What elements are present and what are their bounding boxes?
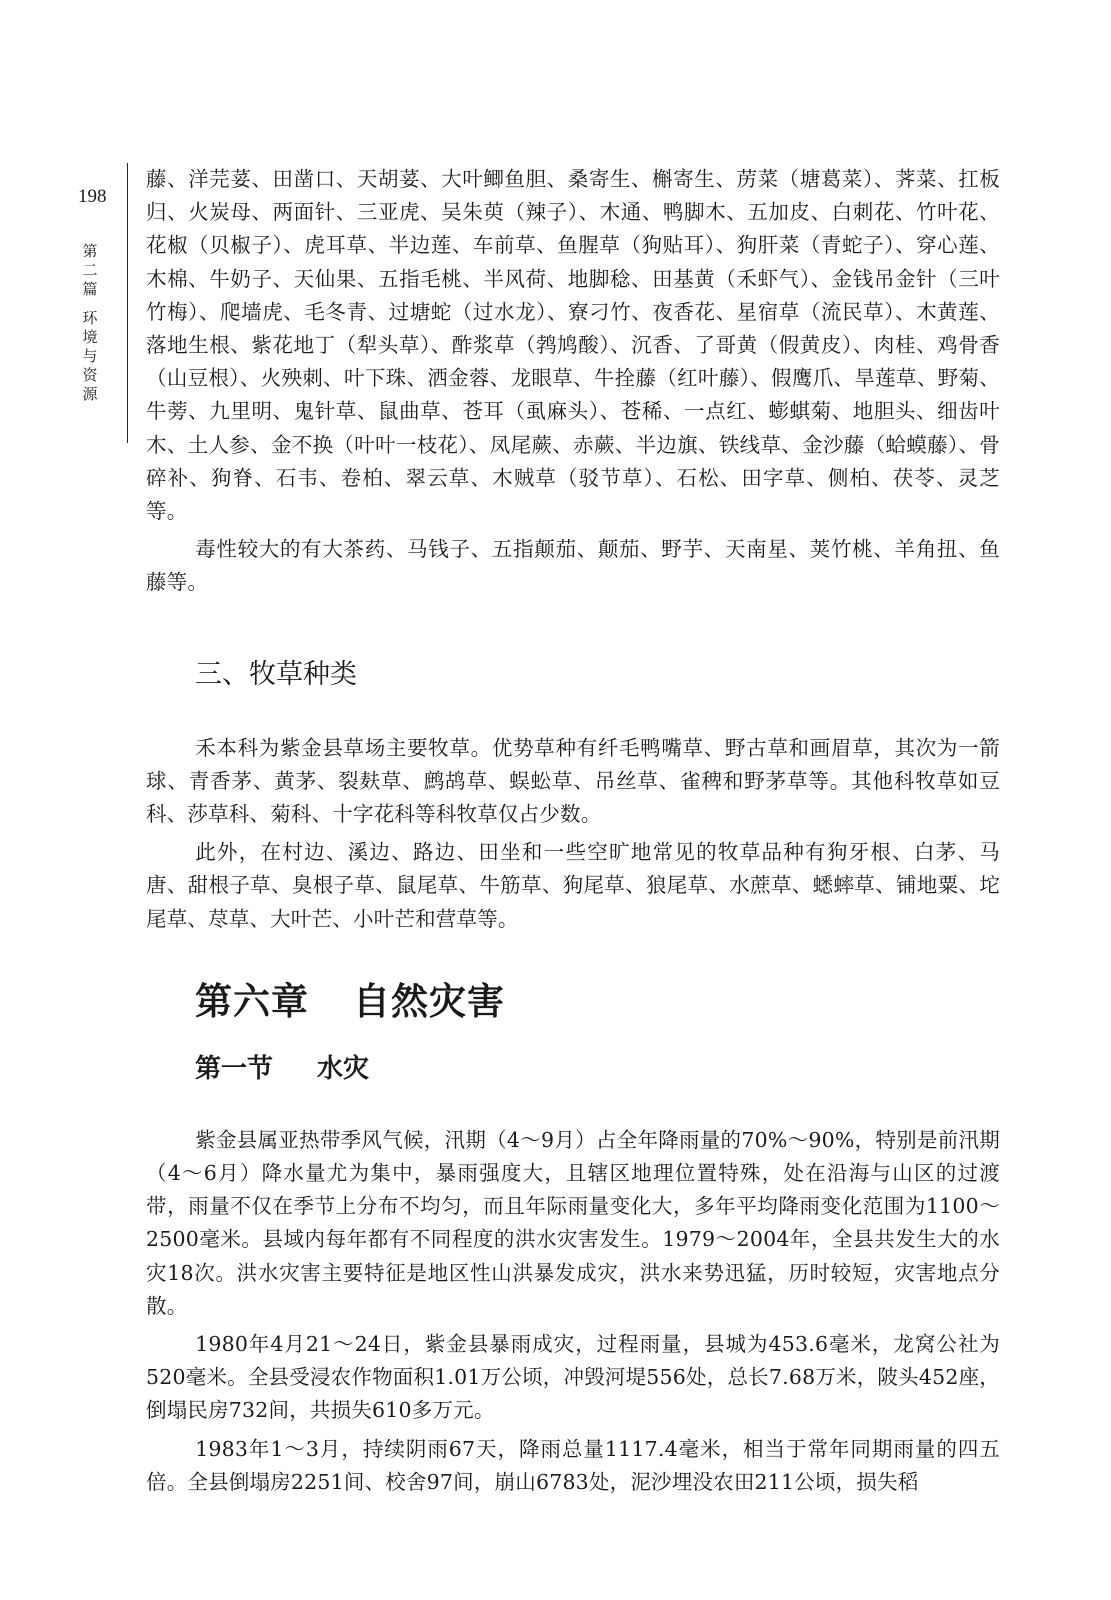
part-char: 二	[82, 261, 98, 279]
page-body	[146, 163, 1000, 1499]
part-title-char: 境	[82, 328, 98, 346]
chapter-heading	[146, 980, 1000, 1024]
chapter-number: 第六章	[195, 979, 309, 1023]
section-number: 第一节	[195, 1053, 274, 1084]
paragraph-herb-list: 藤、洋芫荽、田凿口、天胡荽、大叶鲫鱼胆、桑寄生、槲寄生、苈菜（塘葛菜）、荠菜、扛板归、火炭母、两面针、三亚虎、吴朱萸（辣子）、木通、鸭脚木、五加皮、白刺花、竹叶花、花椒（贝椒子）、虎耳草、半边莲、车前草、鱼腥草（狗贴耳）、狗肝菜（青蛇子）、穿心莲、木棉、牛奶子、天仙果、五指毛桃、半风荷、地脚稔、田基黄（禾虾气）、金钱吊金针（三叶竹梅）、爬墙虎、毛冬青、过塘蛇（过水龙）、寮刁竹、夜香花、星宿草（流民草）、木黄莲、落地生根、紫花地丁（犁头草）、酢浆草（鹁鸠酸）、沉香、了哥黄（假黄皮）、肉桂、鸡骨香（山豆根）、火殃刺、叶下珠、洒金蓉、龙眼草、牛拴藤（红叶藤）、假鹰爪、旱莲草、野菊、牛蒡、九里明、鬼针草、鼠曲草、苍耳（虱麻头）、苍稀、一点红、蟛蜞菊、地胆头、细齿叶木、土人参、金不换（叶叶一枝花）、凤尾蕨、赤蕨、半边旗、铁线草、金沙藤（蛤蟆藤）、骨碎补、狗脊、石韦、卷柏、翠云草、木贼草（驳节草）、石松、田字草、侧柏、茯苓、灵芝等。	[146, 167, 1000, 524]
subsection-heading: 三、牧草种类	[195, 658, 357, 690]
paragraph-toxic-herbs: 毒性较大的有大茶药、马钱子、五指颠茄、颠茄、野芋、天南星、荚竹桃、羊角扭、鱼藤等。	[146, 537, 1000, 595]
paragraph-grass-main: 禾本科为紫金县草场主要牧草。优势草种有纤毛鸭嘴草、野古草和画眉草，其次为一箭球、青香茅、黄茅、裂麸草、鹧鸪草、蜈蚣草、吊丝草、雀稗和野茅草等。其他科牧草如豆科、莎草科、菊科、十字花科等科牧草仅占少数。	[146, 735, 1000, 827]
page-number: 198	[78, 186, 107, 207]
running-section-label	[78, 242, 102, 404]
margin-rule	[127, 163, 128, 443]
part-char: 第	[82, 242, 98, 260]
section-title: 水灾	[317, 1053, 370, 1084]
part-title-char: 与	[82, 347, 98, 365]
paragraph-flood-1983: 1983年1～3月，持续阴雨67天，降雨总量1117.4毫米，相当于常年同期雨量的四五倍。全县倒塌房2251间、校舍97间，崩山6783处，泥沙埋没农田211公顷，损失稻	[146, 1436, 1000, 1494]
paragraph-flood-overview: 紫金县属亚热带季风气候，汛期（4～9月）占全年降雨量的70%～90%，特别是前汛期（4～6月）降水量尤为集中，暴雨强度大，且辖区地理位置特殊，处在沿海与山区的过渡带，雨量不仅在季节上分布不均匀，而且年际雨量变化大，多年平均降雨变化范围为1100～2500毫米。县域内每年都有不同程度的洪水灾害发生。1979～2004年，全县共发生大的水灾18次。洪水灾害主要特征是地区性山洪暴发成灾，洪水来势迅猛，历时较短，灾害地点分散。	[146, 1127, 1000, 1318]
section-heading	[146, 1052, 1000, 1086]
chapter-title: 自然灾害	[353, 979, 505, 1023]
part-title-char: 资	[82, 366, 98, 384]
part-title-char: 源	[82, 385, 98, 403]
part-char: 篇	[82, 280, 98, 298]
paragraph-flood-1980: 1980年4月21～24日，紫金县暴雨成灾，过程雨量，县城为453.6毫米，龙窝公社为520毫米。全县受浸农作物面积1.01万公顷，冲毁河堤556处，总长7.68万米，陂头452座，倒塌民房732间，共损失610多万元。	[146, 1332, 1000, 1423]
part-title-char: 环	[82, 309, 98, 327]
paragraph-grass-common: 此外，在村边、溪边、路边、田坐和一些空旷地常见的牧草品种有狗牙根、白茅、马唐、甜根子草、臭根子草、鼠尾草、牛筋草、狗尾草、狼尾草、水蔗草、蟋蟀草、铺地粟、坨尾草、荩草、大叶芒、小叶芒和营草等。	[146, 840, 1000, 931]
